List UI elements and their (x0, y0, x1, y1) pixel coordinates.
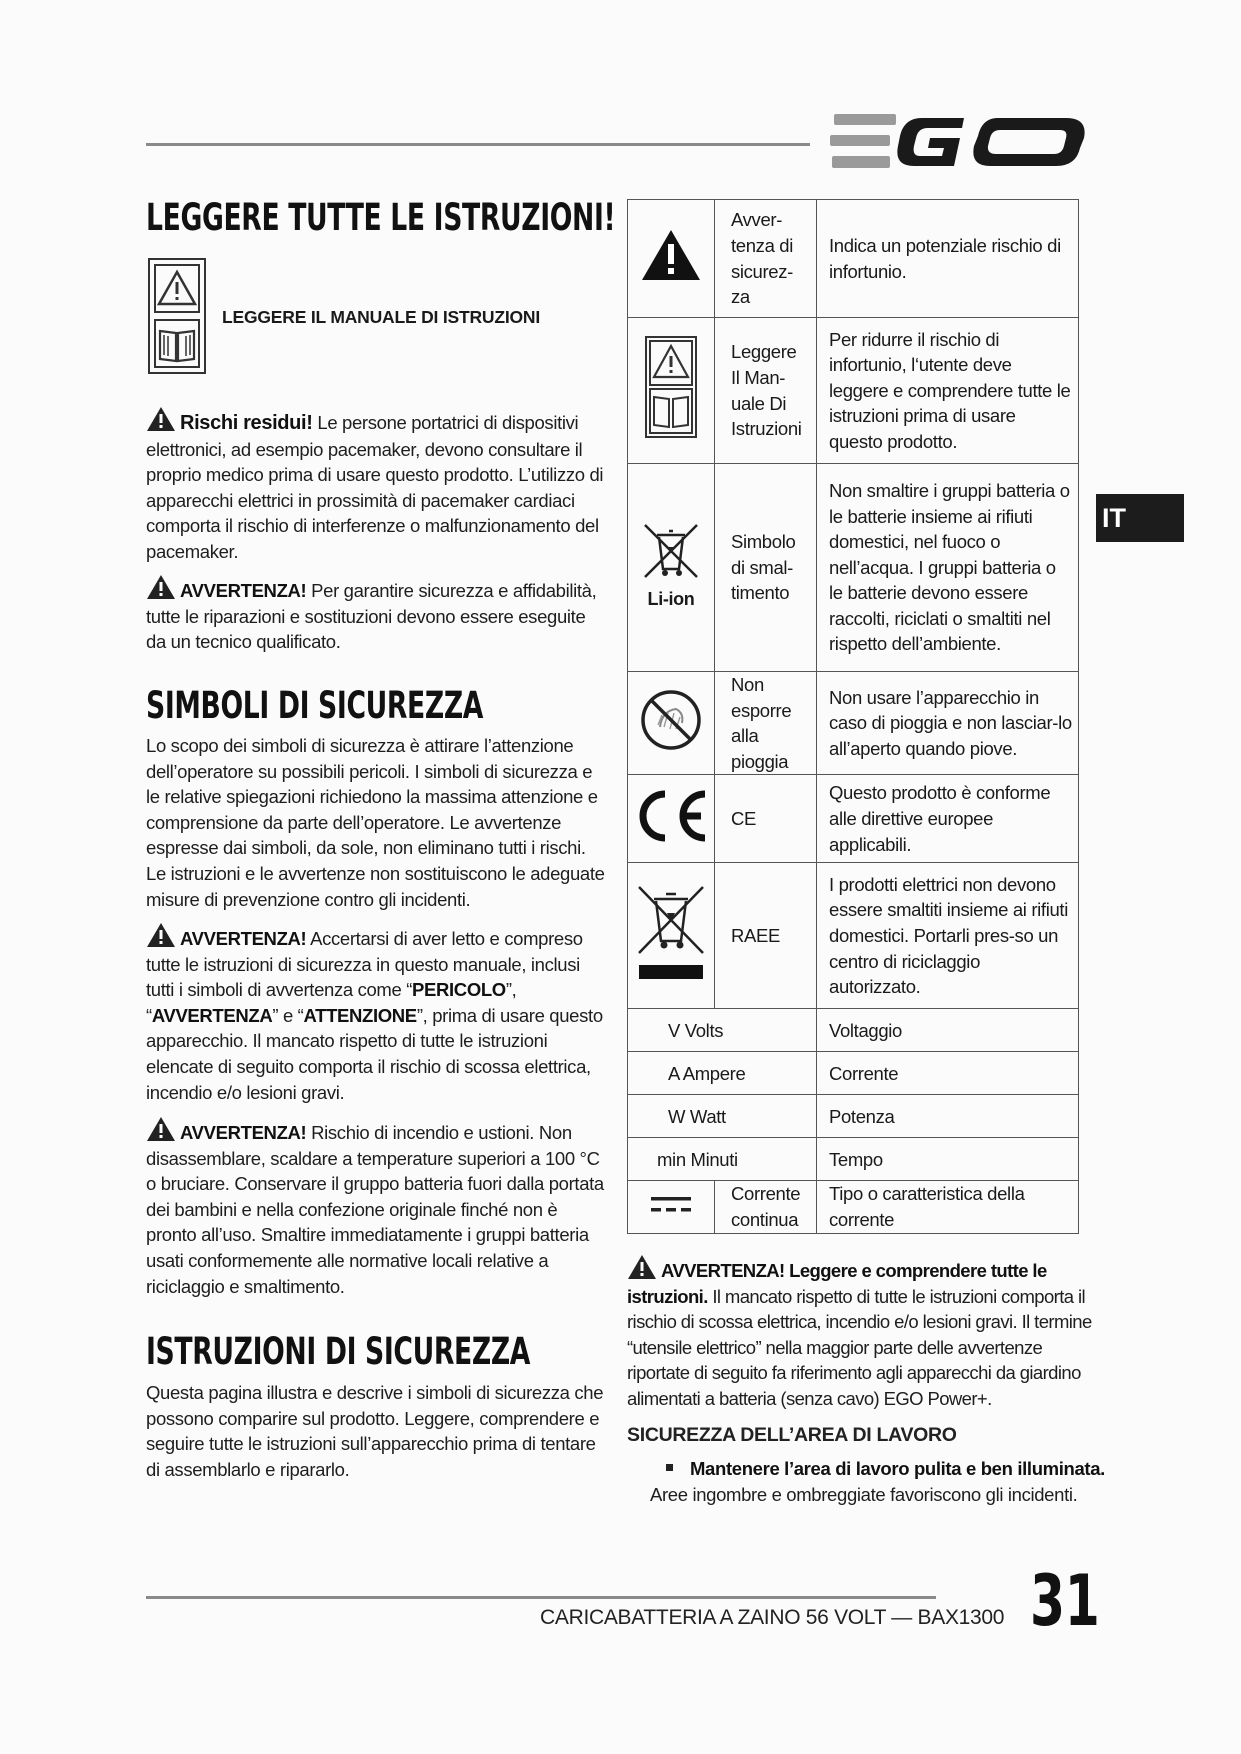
warning-triangle-icon (146, 922, 176, 948)
warning-title: AVVERTENZA! (661, 1260, 785, 1281)
warning-triangle-icon (628, 200, 715, 318)
table-row (628, 863, 1079, 1009)
bullet-marker (666, 1464, 673, 1471)
keyword-warning: AVVERTENZA (151, 1004, 273, 1026)
symbol-description: Non usare l’apparecchio in caso di pioggia e non lasciar-lo all’aperto quando piove. (817, 672, 1079, 775)
symbol-description: I prodotti elettrici non devono essere smaltiti insieme ai rifiuti domestici. Portarli pres-so un centro di riciclaggio autorizzato. (817, 863, 1079, 1009)
language-tab: IT (1096, 494, 1184, 542)
li-ion-disposal-icon (628, 464, 715, 672)
direct-current-icon (628, 1181, 715, 1233)
table-row (628, 318, 1079, 464)
symbols-paragraph: Lo scopo dei simboli di sicurezza è attirare l’attenzione dell’operatore su possibili pericoli. I simboli di sicurezza e le relative spiegazioni richiedono la massima attenzione e comprensione da parte dell’operatore. Le avvertenze espresse dai simboli, da sole, non eliminano tutti i rischi. Le istruzioni e le avvertenze non sostituiscono le adeguate misure di prevenzione contro gli incidenti. (146, 735, 605, 910)
manual-label: LEGGERE IL MANUALE DI ISTRUZIONI (222, 307, 541, 327)
table-row (628, 1138, 1079, 1181)
page-number: 31 (1030, 1560, 1100, 1642)
table-row (628, 1181, 1079, 1233)
bullet-text: Aree ingombre e ombreggiate favoriscono gli incidenti. (650, 1483, 1078, 1505)
heading-read-all-instructions: LEGGERE TUTTE LE ISTRUZIONI! (146, 196, 616, 239)
residual-risk-paragraph (146, 406, 606, 565)
symbol-name: Simbolo di smal- timento (715, 464, 817, 672)
list-item (650, 1456, 1120, 1507)
read-manual-icon (628, 318, 715, 464)
warning-text: Per garantire sicurezza e affidabilità, tutte le riparazioni e sostituzioni devono essere eseguite da un tecnico qualificato. (146, 580, 597, 653)
warning-title: AVVERTENZA! (180, 1122, 307, 1143)
warning-triangle-icon (627, 1254, 657, 1280)
table-row (628, 200, 1079, 318)
warning-text: Rischio di incendio e ustioni. Non disassemblare, scaldare a temperature superiori a 100 °C o bruciare. Conservare il gruppo batteria fuori dalla portata dei bambini e nella confezione originale finché non è pronto all’uso. Smaltire immediatamente i gruppi batteria usati conformemente alle normative locali relative a riciclaggio e smaltimento. (146, 1122, 604, 1297)
warning-repairs-paragraph (146, 574, 606, 655)
table-row (628, 672, 1079, 775)
unit-label: W Watt (628, 1095, 817, 1138)
warning-text: ” e “ (272, 1004, 304, 1026)
unit-label: A Ampere (628, 1052, 817, 1095)
table-row (628, 1095, 1079, 1138)
weee-bin-icon (628, 863, 715, 1009)
symbol-description: Questo prodotto è conforme alle direttive europee applicabili. (817, 775, 1079, 863)
keyword-danger: PERICOLO (412, 979, 506, 1001)
symbol-description: Per ridurre il rischio di infortunio, l‘utente deve leggere e comprendere tutte le istruzioni prima di usare questo prodotto. (817, 318, 1079, 464)
table-row (628, 775, 1079, 863)
unit-description: Corrente (817, 1052, 1079, 1095)
symbol-name: Avver- tenza di sicurez- za (715, 200, 817, 318)
footer-rule (146, 1596, 936, 1599)
table-row (628, 1052, 1079, 1095)
unit-label: min Minuti (628, 1138, 817, 1181)
instructions-paragraph: Questa pagina illustra e descrive i simboli di sicurezza che possono comparire sul prodotto. Leggere, comprendere e seguire tutte le istruzioni sull’apparecchio prima di tentare di assemblarlo e ripararlo. (146, 1382, 604, 1480)
symbol-name: Non esporre alla pioggia (715, 672, 817, 775)
heading-safety-symbols: SIMBOLI DI SICUREZZA (146, 684, 484, 727)
ego-logo (830, 110, 1092, 172)
table-row (628, 1009, 1079, 1052)
warning-triangle-icon (146, 406, 176, 432)
table-row (628, 464, 1079, 672)
unit-description: Tempo (817, 1138, 1079, 1181)
safety-symbols-table (627, 199, 1079, 1234)
warning-title: AVVERTENZA! (180, 928, 307, 949)
unit-label: V Volts (628, 1009, 817, 1052)
no-rain-icon (628, 672, 715, 775)
symbol-description: Indica un potenziale rischio di infortunio. (817, 200, 1079, 318)
ce-mark-icon (628, 775, 715, 863)
warning-triangle-icon (146, 574, 176, 600)
header-rule (146, 143, 810, 146)
bullet-bold-text: Mantenere l’area di lavoro pulita e ben illuminata. (690, 1458, 1105, 1479)
warning-text: ”, prima di usare questo apparecchio. Il mancato rispetto di tutte le istruzioni elencate di seguito comporta il rischio di scossa elettrica, incendio e/o lesioni gravi. (146, 1004, 603, 1103)
warning-title: AVVERTENZA! (180, 580, 307, 601)
symbol-description: Tipo o caratteristica della corrente (817, 1181, 1079, 1233)
warning-text: ”, “ (146, 979, 517, 1026)
symbol-name: Corrente continua (715, 1181, 817, 1233)
warning-read-understand-paragraph (627, 1254, 1097, 1412)
warning-text: Accertarsi di aver letto e compreso tutte le istruzioni di sicurezza in questo manuale, inclusi tutti i simboli di avvertenza come “ (146, 928, 583, 1001)
read-manual-icon (148, 258, 206, 374)
symbol-name: Leggere Il Man- uale Di Istruzioni (715, 318, 817, 464)
unit-description: Voltaggio (817, 1009, 1079, 1052)
unit-description: Potenza (817, 1095, 1079, 1138)
footer-title: CARICABATTERIA A ZAINO 56 VOLT — BAX1300 (540, 1606, 1005, 1629)
symbol-name: CE (715, 775, 817, 863)
residual-title: Rischi residui! (180, 412, 313, 434)
symbol-name: RAEE (715, 863, 817, 1009)
warning-text: Il mancato rispetto di tutte le istruzioni comporta il rischio di scossa elettrica, incendio e/o lesioni gravi. Il termine “utensile elettrico” nella maggior parte delle avvertenze riportate di seguito fa riferimento agli apparecchi da giardino alimentati a batteria (senza cavo) EGO Power+. (627, 1285, 1092, 1409)
li-ion-label: Li-ion (647, 588, 695, 609)
warning-read-all-paragraph (146, 922, 606, 1105)
warning-triangle-icon (146, 1116, 176, 1142)
keyword-caution: ATTENZIONE (303, 1004, 417, 1026)
work-area-safety-heading: SICUREZZA DELL’AREA DI LAVORO (627, 1424, 957, 1446)
symbol-description: Non smaltire i gruppi batteria o le batterie insieme ai rifiuti domestici, nel fuoco o nell’acqua. I gruppi batteria o le batterie devono essere raccolti, riciclati o smaltiti nel rispetto dell’ambiente. (817, 464, 1079, 672)
heading-safety-instructions: ISTRUZIONI DI SICUREZZA (146, 1330, 531, 1373)
residual-text: Le persone portatrici di dispositivi elettronici, ad esempio pacemaker, devono consultare il proprio medico prima di usare questo prodotto. L’utilizzo di apparecchi elettrici in prossimità di pacemaker cardiaci comporta il rischio di interferenze o malfunzionamento del pacemaker. (146, 412, 604, 562)
warning-fire-paragraph (146, 1116, 606, 1299)
warning-bold-text: Leggere e comprendere tutte le istruzioni. (627, 1260, 1047, 1307)
